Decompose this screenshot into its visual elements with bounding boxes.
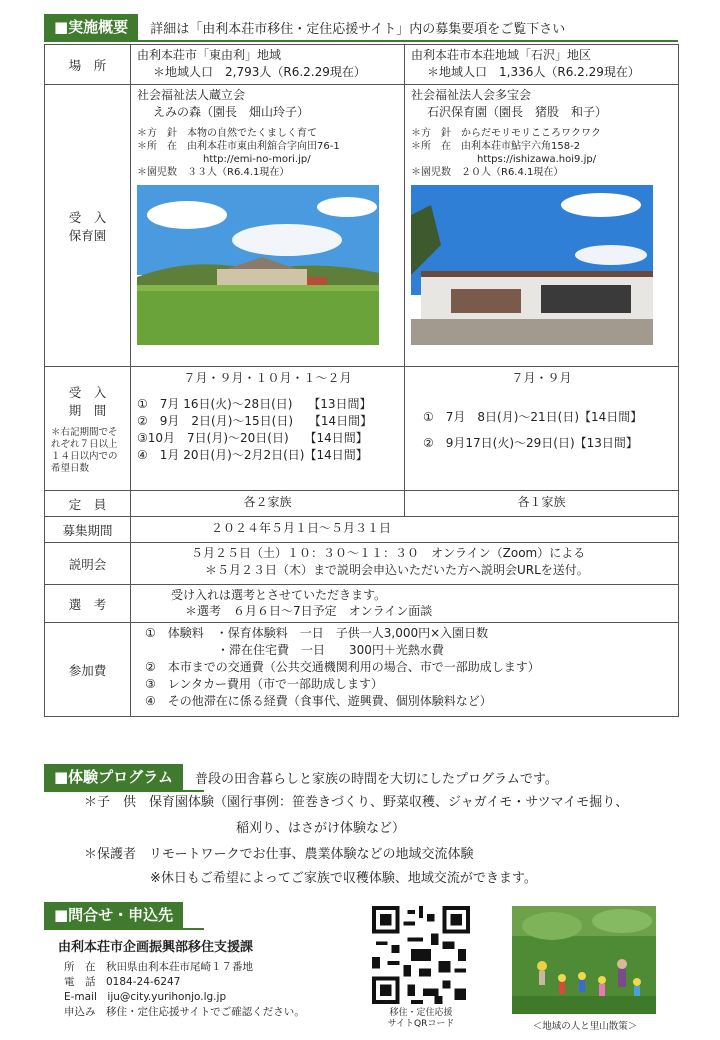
capacity-left: 各２家族	[131, 491, 405, 517]
program-badge: ■体験プログラム	[44, 764, 183, 790]
location-right-population: ＊地域人口 1,336人（R6.2.29現在）	[427, 65, 640, 79]
fee-value: ① 体験料 ・保育体験料 一日 子供一人3,000円×入園日数 ・滞在住宅費 一日 300円＋光熱水費 ② 本市までの交通費（公共交通機関利用の場合、市で一部助成します） ③ レンタカー費用（市で一部助成します） ④ その他滞在に係る経費（食事代、遊興費、個別体験料など）	[131, 623, 679, 717]
nursery-right-url[interactable]: https://ishizawa.hoi9.jp/	[477, 154, 597, 165]
walk-photo	[512, 906, 656, 1014]
nursery-left-url[interactable]: http://emi-no-mori.jp/	[203, 154, 311, 165]
period-note: ＊右記期間でそれぞれ７日以上１４日以内での希望日数	[51, 426, 118, 474]
contact-address: 所 在 秋田県由利本荘市尾崎１７番地	[64, 961, 253, 973]
contact-header	[44, 902, 183, 928]
nursery-left: 社会福祉法人蔵立会 えみの森（園長 畑山玲子） ＊方 針 本物の自然でたくましく育て ＊所 在 由利本荘市東由利舘合字向田76-1 http://emi-no-mori.jp/ ＊園児数 ３３人（R6.4.1現在）	[131, 85, 405, 367]
capacity-label: 定 員	[45, 491, 131, 517]
nursery-right-photo	[411, 185, 653, 345]
walk-photo-caption: ＜地域の人と里山散策＞	[532, 1021, 638, 1032]
contact-org: 由利本荘市企画振興部移住支援課	[58, 940, 254, 955]
overview-header	[44, 14, 565, 40]
period-right: ７月・９月 ① 7月 8日(月)～21日(日)【14日間】 ② 9月17日(火)～29日(日)【13日間】	[405, 367, 679, 491]
qr-caption: 移住・定住応援 サイトQRコード	[387, 1008, 455, 1029]
qr-code[interactable]	[372, 906, 470, 1004]
contact-email[interactable]: E-mail iju@city.yurihonjo.lg.jp	[64, 991, 227, 1003]
briefing-label: 説明会	[45, 543, 131, 585]
contact-apply: 申込み 移住・定住応援サイトでご確認ください。	[64, 1006, 305, 1018]
location-left-name: 由利本荘市「東由利」地域	[137, 48, 282, 62]
capacity-right: 各１家族	[405, 491, 679, 517]
overview-note: 詳細は「由利本荘市移住・定住応援サイト」内の募集要項をご覧下さい	[150, 21, 566, 37]
contact-phone: 電 話 0184-24-6247	[64, 976, 181, 988]
location-left-population: ＊地域人口 2,793人（R6.2.29現在）	[153, 65, 366, 79]
program-parent: ＊保護者 リモートワークでお仕事、農業体験などの地域交流体験	[84, 847, 474, 862]
period-left: ７月・９月・１０月・１～２月 ① 7月 16日(火)～28日(日) 【13日間】 ② 9月 2日(月)～15日(日) 【14日間】 ③10月 7日(月)～20日(日) 【14日間】 ④ 1月 20日(月)～2月2日(日)【14日間】	[131, 367, 405, 491]
period-label: 受 入 期 間 ＊右記期間でそれぞれ７日以上１４日以内での希望日数	[45, 367, 131, 491]
overview-divider	[44, 40, 678, 42]
contact-divider	[44, 928, 204, 930]
nursery-right: 社会福祉法人会多宝会 石沢保育園（園長 猪股 和子） ＊方 針 からだモリモリこころワクワク ＊所 在 由利本荘市鮎宇六角158-2 https://ishizawa.hoi9.jp/ ＊園児数 ２０人（R6.4.1現在）	[405, 85, 679, 367]
briefing-value: ５月２５日（土）１０：３０～１１：３０ オンライン（Zoom）による ＊５月２３日（木）まで説明会申込いただいた方へ説明会URLを送付。	[131, 543, 679, 585]
selection-label: 選 考	[45, 585, 131, 623]
recruit-value: ２０２４年５月１日～５月３１日	[131, 517, 679, 543]
selection-value: 受け入れは選考とさせていただきます。 ＊選考 ６月６日～7日予定 オンライン面談	[131, 585, 679, 623]
program-note: 普段の田舎暮らしと家族の時間を大切にしたプログラムです。	[195, 771, 558, 787]
program-holiday: ※休日もご希望によってご家族で収穫体験、地域交流ができます。	[150, 871, 537, 886]
recruit-label: 募集期間	[45, 517, 131, 543]
fee-label: 参加費	[45, 623, 131, 717]
nursery-left-photo	[137, 185, 379, 345]
program-child-cont: 稲刈り、はさがけ体験など）	[236, 821, 406, 836]
location-right-name: 由利本荘市本荘地域「石沢」地区	[411, 48, 592, 62]
program-child: ＊子 供 保育園体験（園行事例：笹巻きづくり、野菜収穫、ジャガイモ・サツマイモ掘り、	[84, 795, 629, 810]
nursery-label: 受 入 保育園	[45, 85, 131, 367]
overview-badge: ■実施概要	[44, 14, 138, 40]
overview-table	[44, 44, 679, 717]
location-label: 場 所	[45, 45, 131, 85]
contact-badge: ■問合せ・申込先	[44, 902, 183, 928]
program-header	[44, 764, 558, 790]
